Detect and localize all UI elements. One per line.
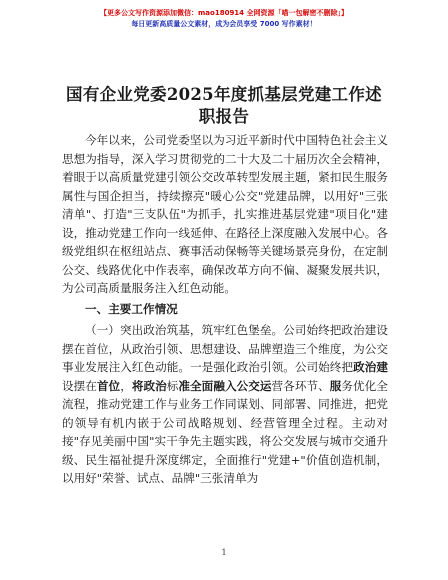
paragraph-text: ，	[120, 378, 132, 393]
bold-run: 首位	[96, 378, 121, 393]
bold-run: 政治建	[353, 360, 388, 374]
paragraph-text: 标	[166, 378, 179, 393]
ad-line-red: 【更多公文写作资源添加微信：mao180914 全网资源「喵一包解密不删除」】	[100, 9, 348, 17]
ad-banner	[0, 8, 448, 30]
document-body	[62, 131, 388, 488]
paragraph-text: 营各	[271, 378, 295, 393]
bold-run: 准全面融入公交运	[178, 378, 272, 393]
page-number: 1	[221, 548, 227, 557]
paragraph-text: 务优化全流程，推动党建工作与业务工作同谋划、同部署、同推进，把党的领导有机内嵌于公司战略规划、经营管理全过程。主动对接"存见美丽中国"实干争先主题实践，将公交发展与城市交通升级、民生福祉提升深度绑定，全面推行"党建+"价值创造机制，以用好"荣誉、试点、品牌"三张清单为	[62, 378, 388, 485]
paragraph-text: （一）突出政治筑基，筑牢红色堡垒。公司始终把政治建设摆在首位，从政治引领、思想建设、品牌塑造三个维度，为公交事业发展注入红色动能。一是强化政治引领。公司始终把	[62, 323, 388, 374]
paragraph-text: 设摆在	[62, 378, 97, 393]
ad-line-blue: 每日更新高质量公文素材，成为会员享受 7000 写作素材！	[131, 20, 317, 28]
bold-run: 将政治	[131, 378, 167, 393]
document-title: 国有企业党委2025年度抓基层党建工作述职报告	[66, 85, 382, 126]
paragraph-political	[62, 321, 388, 488]
bold-run: 服	[329, 378, 342, 393]
section-heading: 一、主要工作情况	[85, 301, 178, 316]
paragraph-text: 环节、	[294, 378, 330, 393]
intro-paragraph: 今年以来，公司党委坚以为习近平新时代中国特色社会主义思想为指导，深入学习贯彻党的二十大及二十届历次全会精神，着眼于以高质量党建引领公交改革转型发展主题，紧扣民生服务属性与国企担当，持续擦亮"暖心公交"党建品牌，以用好"三张清单"、打造"三支队伍"为抓手，扎实推进基层党建"项目化"建设，推动党建工作向一线延伸、在路径上深度融入发展中心。各级党组织在枢纽站点、赛事活动保畅等关键场景亮身份，在定制公交、线路优化中作表率，确保改革方向不偏、凝聚发展共识，为公司高质量服务注入红色动能。	[62, 133, 388, 295]
